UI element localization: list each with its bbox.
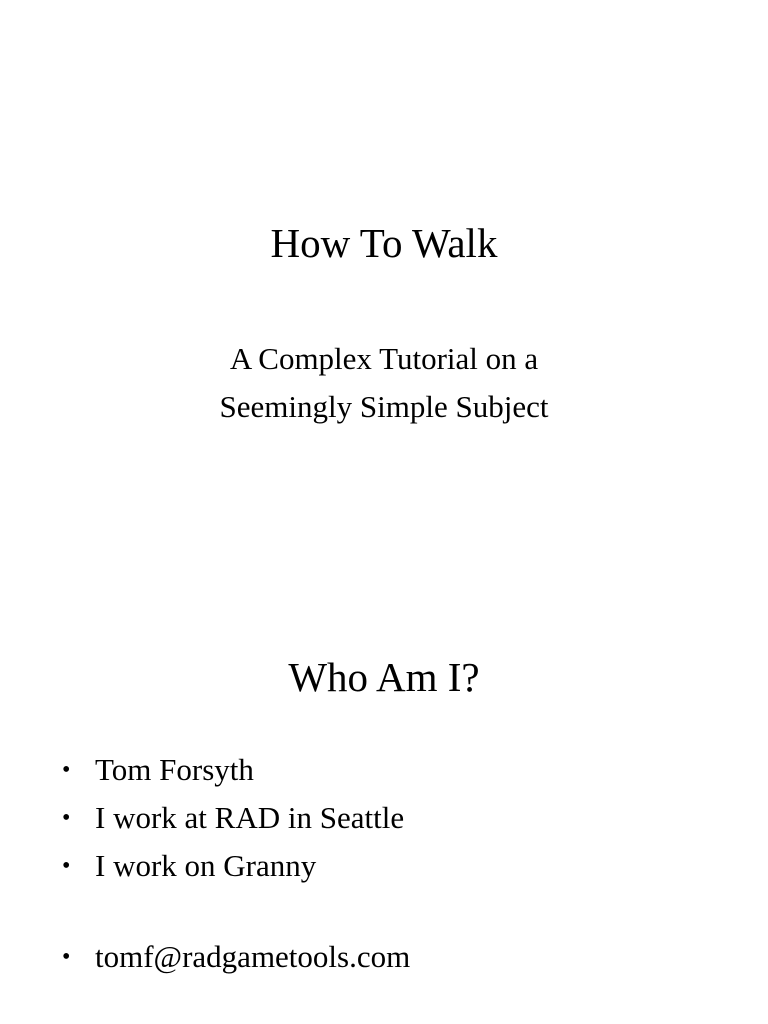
bullet-item <box>62 842 410 890</box>
email-text: tomf@radgametools.com <box>95 939 411 974</box>
bullet-text: I work on Granny <box>95 848 317 883</box>
bullet-text: I work at RAD in Seattle <box>95 800 405 835</box>
bullet-text: Tom Forsyth <box>95 752 254 787</box>
bullet-icon: • <box>62 853 71 879</box>
bullet-icon: • <box>62 805 71 831</box>
who-am-i-slide <box>0 512 768 1024</box>
bullet-icon: • <box>62 944 71 970</box>
bullet-item <box>62 933 410 981</box>
subtitle-line: Seemingly Simple Subject <box>219 389 549 424</box>
bullet-item <box>62 746 410 794</box>
slide-title: Who Am I? <box>288 654 480 700</box>
slide-title: How To Walk <box>270 220 498 266</box>
bullet-list <box>62 746 410 981</box>
subtitle-line: A Complex Tutorial on a <box>229 341 539 376</box>
bullet-icon: • <box>62 757 71 783</box>
bullet-item <box>62 794 410 842</box>
slide-subtitle <box>0 335 768 431</box>
